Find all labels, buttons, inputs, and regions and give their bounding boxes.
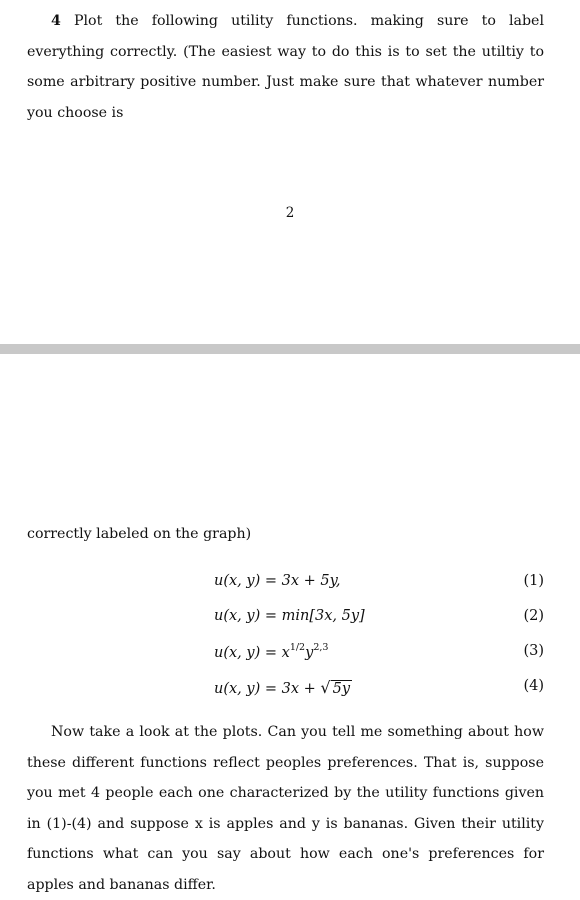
equation-3-tag: (3): [523, 643, 544, 659]
problem-statement: [27, 6, 544, 128]
page-number: 2: [285, 205, 295, 221]
equation-4: [0, 678, 580, 702]
document-page-top: [0, 0, 580, 344]
equation-2-tag: (2): [523, 608, 544, 624]
equation-3-body: u(x, $y) = x^{1/2}y^{2,3}$: [214, 642, 329, 661]
page-separator: [0, 344, 580, 354]
closing-paragraph: Now take a look at the plots. Can you tell me something about how these different functions reflect peoples preferences. That is, suppose you met 4 people each one characterized by the utility functions given in (1)-(4) and suppose x is apples and y is bananas. Given their utility functions what can you say about how each one's preferences for apples and bananas differ.: [27, 724, 544, 893]
equation-1-tag: (1): [523, 573, 544, 589]
equation-1: [0, 573, 580, 597]
document-page-bottom: [0, 354, 580, 893]
equation-4-body: u(x, y) = 3x + √ 5y: [214, 678, 351, 697]
problem-text: Plot the following utility functions. making sure to label everything correctly. (The easiest way to do this is to set the utiltiy to some arbitrary positive number. Just make sure that whatever number you choose is: [27, 13, 544, 121]
equation-4-tag: (4): [523, 678, 544, 694]
equation-2-body: u(x, y) = min[3x, 5y]: [214, 608, 365, 624]
continued-text: correctly labeled on the graph): [27, 526, 252, 542]
sqrt-symbol: √ 5y: [320, 678, 351, 697]
equation-1-body: u(x, y) = 3x + 5y,: [214, 573, 341, 589]
equation-3: [0, 643, 580, 667]
equation-2: [0, 608, 580, 632]
problem-number: 4: [51, 13, 61, 29]
